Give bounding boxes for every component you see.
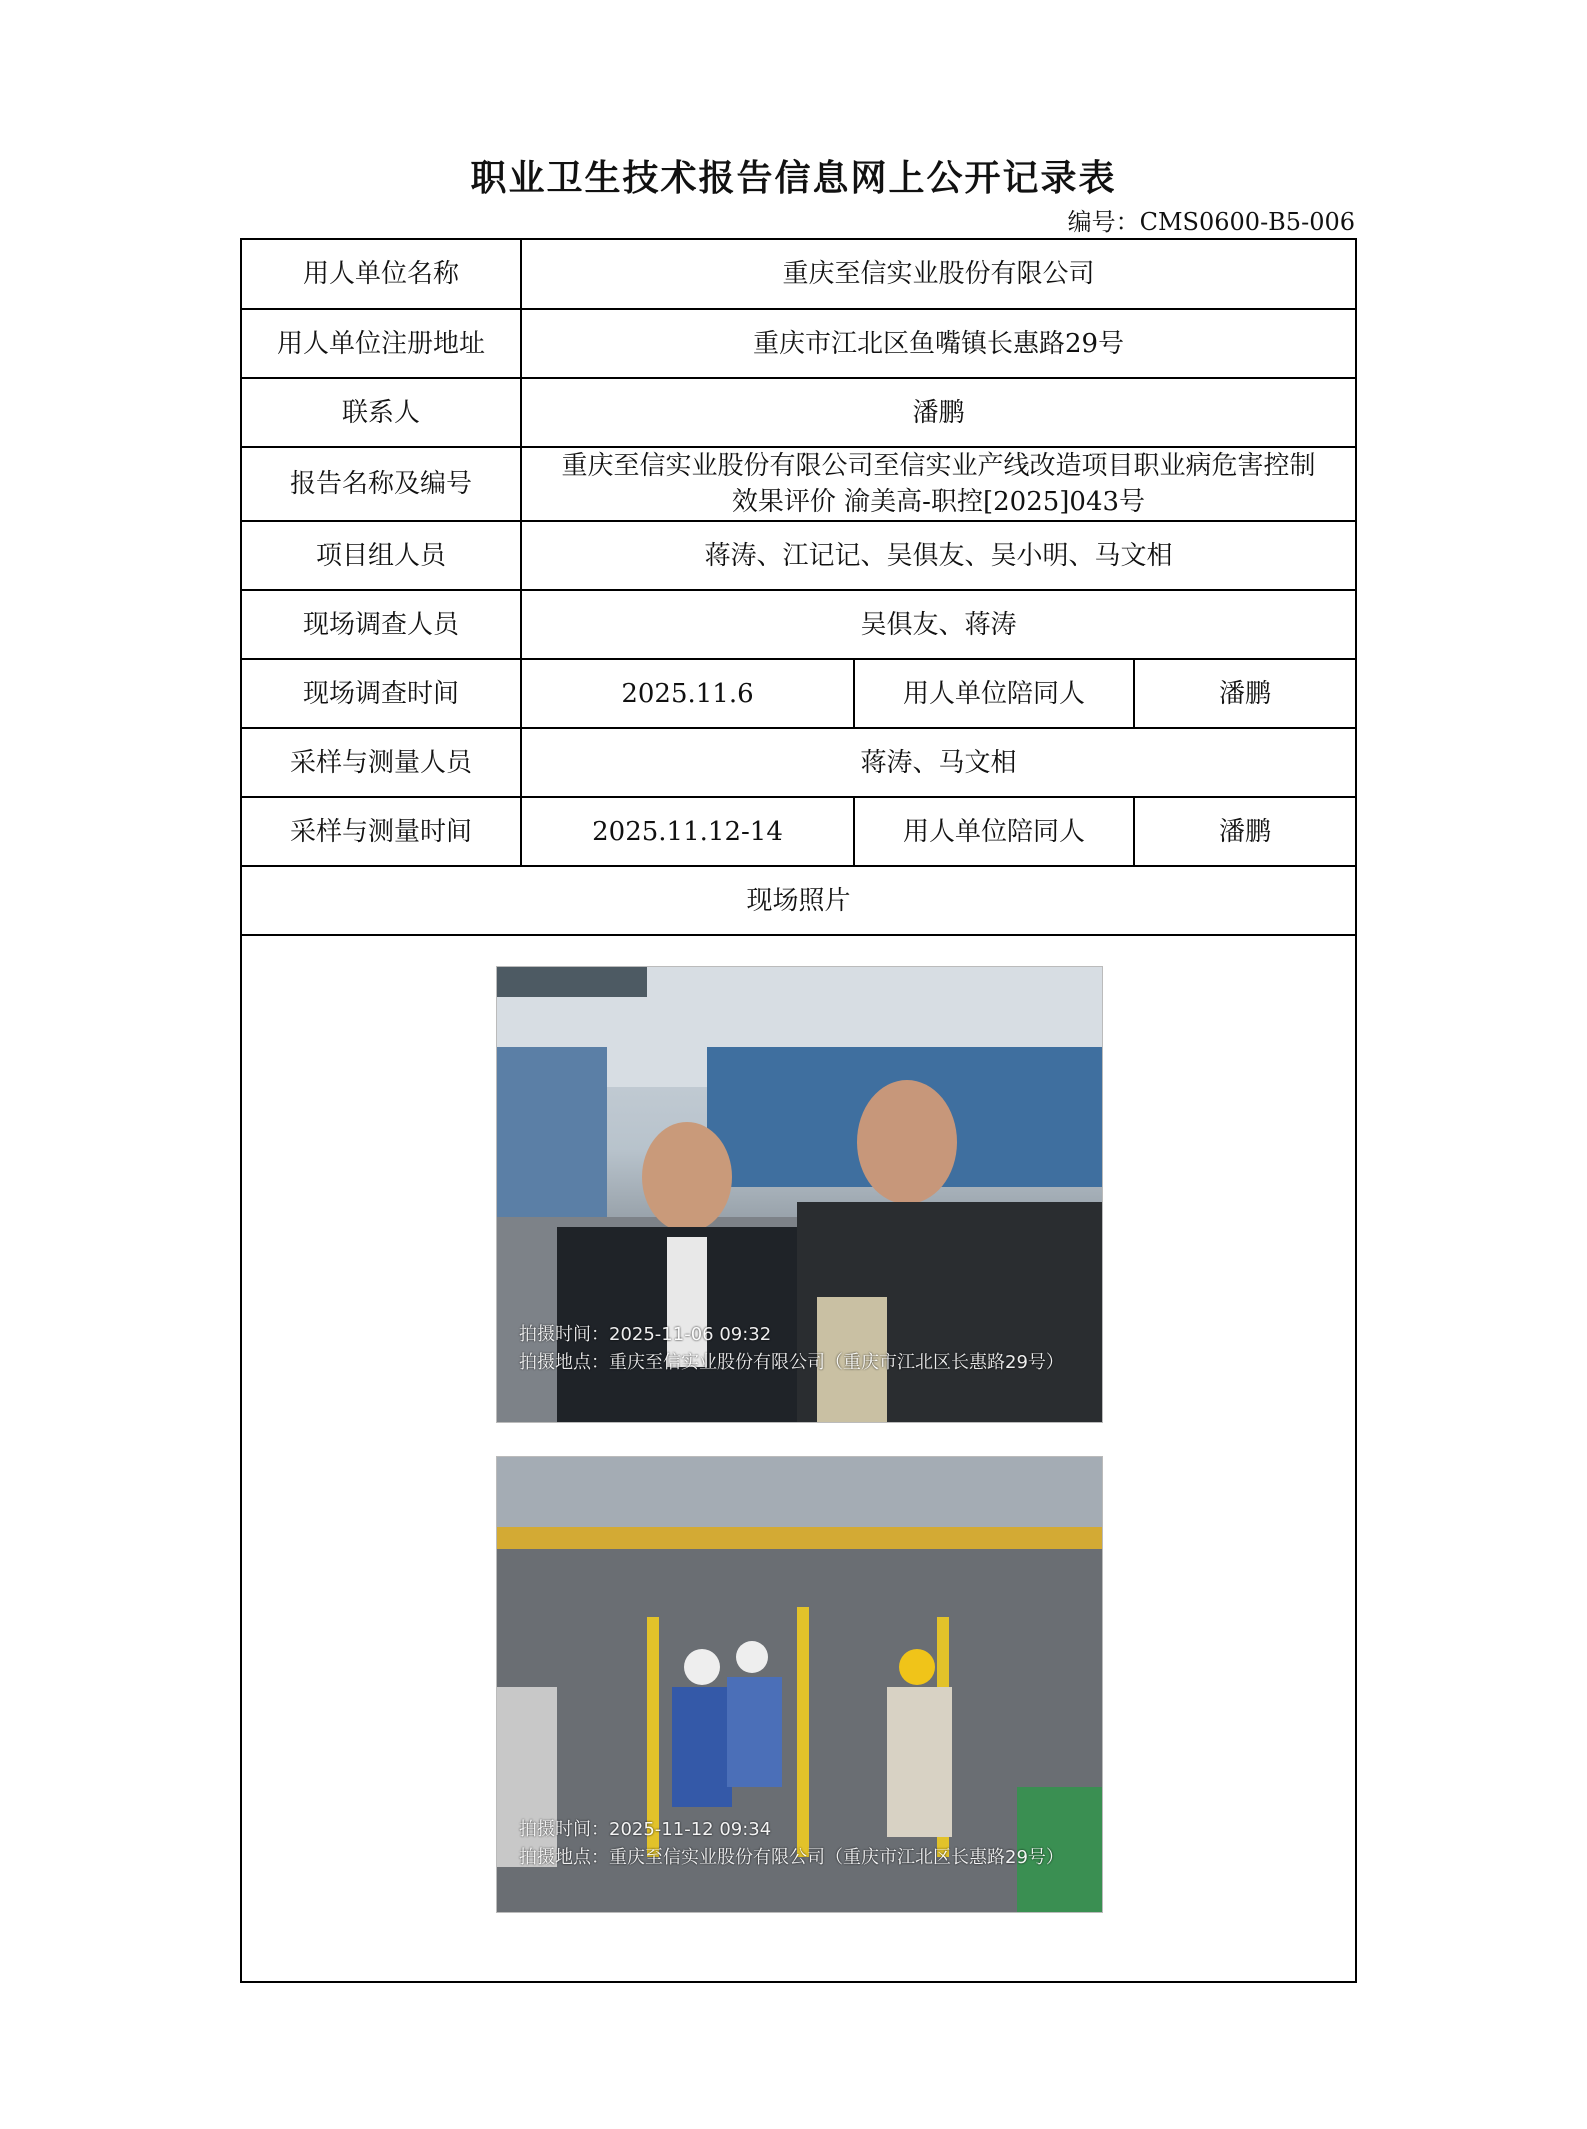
report-line-2: 效果评价 渝美高-职控[2025]043号 bbox=[731, 487, 1146, 517]
record-table bbox=[240, 238, 1357, 1983]
report-line-1: 重庆至信实业股份有限公司至信实业产线改造项目职业病危害控制 bbox=[561, 451, 1316, 481]
photos-cell bbox=[241, 935, 1356, 1982]
address-label: 用人单位注册地址 bbox=[241, 309, 521, 378]
escort-label-1: 用人单位陪同人 bbox=[854, 659, 1134, 728]
team-value: 蒋涛、江记记、吴俱友、吴小明、马文相 bbox=[521, 521, 1356, 590]
row-team bbox=[241, 521, 1356, 590]
photo-1-place-stamp: 拍摄地点：重庆至信实业股份有限公司（重庆市江北区长惠路29号） bbox=[519, 1352, 1064, 1373]
unit-name-value: 重庆至信实业股份有限公司 bbox=[521, 239, 1356, 309]
row-sampling-time bbox=[241, 797, 1356, 866]
sampling-staff-value: 蒋涛、马文相 bbox=[521, 728, 1356, 797]
escort-value-2: 潘鹏 bbox=[1134, 797, 1356, 866]
escort-value-1: 潘鹏 bbox=[1134, 659, 1356, 728]
survey-time-label: 现场调查时间 bbox=[241, 659, 521, 728]
survey-staff-label: 现场调查人员 bbox=[241, 590, 521, 659]
row-photos bbox=[241, 935, 1356, 1982]
sampling-staff-label: 采样与测量人员 bbox=[241, 728, 521, 797]
contact-label: 联系人 bbox=[241, 378, 521, 447]
row-survey-time bbox=[241, 659, 1356, 728]
photo-2-time-stamp: 拍摄时间：2025-11-12 09:34 bbox=[519, 1819, 772, 1840]
row-survey-staff bbox=[241, 590, 1356, 659]
escort-label-2: 用人单位陪同人 bbox=[854, 797, 1134, 866]
survey-staff-value: 吴俱友、蒋涛 bbox=[521, 590, 1356, 659]
row-report bbox=[241, 447, 1356, 521]
row-photos-header bbox=[241, 866, 1356, 935]
document-title: 职业卫生技术报告信息网上公开记录表 bbox=[470, 157, 1117, 199]
site-photo-2 bbox=[496, 1456, 1103, 1913]
photos-label: 现场照片 bbox=[241, 866, 1356, 935]
address-value: 重庆市江北区鱼嘴镇长惠路29号 bbox=[521, 309, 1356, 378]
row-unit-name bbox=[241, 239, 1356, 309]
site-photo-1 bbox=[496, 966, 1103, 1423]
unit-name-label: 用人单位名称 bbox=[241, 239, 521, 309]
document-code: 编号：CMS0600-B5-006 bbox=[1067, 208, 1355, 236]
survey-time-value: 2025.11.6 bbox=[521, 659, 854, 728]
sampling-time-label: 采样与测量时间 bbox=[241, 797, 521, 866]
row-address bbox=[241, 309, 1356, 378]
team-label: 项目组人员 bbox=[241, 521, 521, 590]
row-contact bbox=[241, 378, 1356, 447]
sampling-time-value: 2025.11.12-14 bbox=[521, 797, 854, 866]
report-label: 报告名称及编号 bbox=[241, 447, 521, 521]
photo-2-place-stamp: 拍摄地点：重庆至信实业股份有限公司（重庆市江北区长惠路29号） bbox=[519, 1847, 1064, 1868]
report-value bbox=[521, 447, 1356, 521]
row-sampling-staff bbox=[241, 728, 1356, 797]
photo-1-time-stamp: 拍摄时间：2025-11-06 09:32 bbox=[519, 1324, 772, 1345]
contact-value: 潘鹏 bbox=[521, 378, 1356, 447]
